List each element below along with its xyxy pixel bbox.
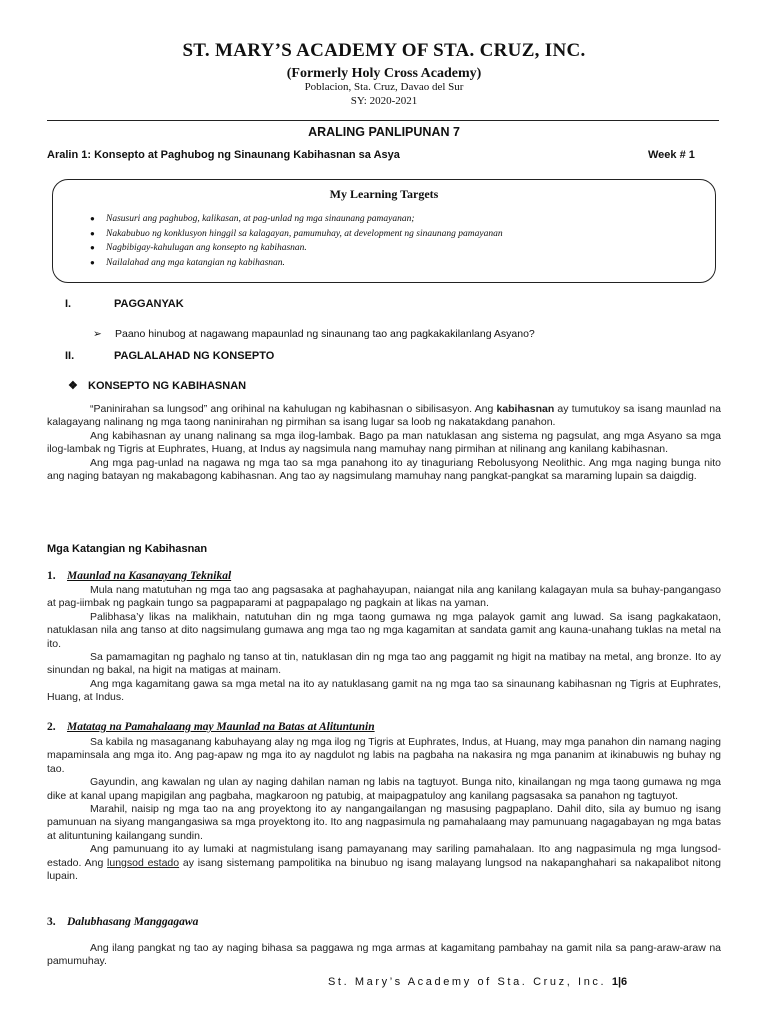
- arrow-bullet-icon: ➢: [93, 328, 102, 340]
- subject-title: ARALING PANLIPUNAN 7: [308, 125, 460, 139]
- section-number: II.: [65, 350, 75, 362]
- paragraph: Ang mga kagamitang gawa sa mga metal na ito ay natuklasang gamit na ng mga tao sa sinaunang kabihasnan ng Tigris at Euphrates, Huang, at Indus.: [47, 677, 721, 704]
- subheading-pamahalaan: 2. Matatag na Pamahalaang may Maunlad na Batas at Alituntunin: [47, 721, 375, 733]
- subheading-teknikal: 1. Maunlad na Kasanayang Teknikal: [47, 570, 232, 582]
- learning-target-item: ● Nasusuri ang paghubog, kalikasan, at pag-unlad ng mga sinaunang pamayanan;: [90, 212, 700, 227]
- footer-text: St. Mary’s Academy of Sta. Cruz, Inc.: [328, 976, 612, 988]
- paragraph: Ang ilang pangkat ng tao ay naging bihasa sa paggawa ng mga armas at kagamitang pambahay na gamit nila sa pang-araw-araw na pamumuhay.: [47, 942, 721, 968]
- learning-targets-title: My Learning Targets: [329, 187, 439, 201]
- paragraph: Sa pamamagitan ng paghalo ng tanso at tin, natuklasan din ng mga tao ang paggamit ng higit na matibay na metal, ang bronze. Ito ay sinundan ng bakal, na higit na matigas at mainam.: [47, 651, 721, 677]
- paragraph: Ang pamunuang ito ay lumaki at nagmistulang isang pamayanang may sariling pamahalaan. Ito ang nagpasimula ng mga lungsod-estado. Ang lungsod estado ay isang sistemang pampolitika na binubuo ng isang malayang lungsod na nakapanghahari sa nakapalibot nitong lupain.: [47, 843, 721, 883]
- paragraph: Ang mga pag-unlad na nagawa ng mga tao sa mga panahong ito ay tinaguriang Rebolusyong Neolithic. Ang mga naging bunga nito ang naging batayan ng makabagong kabihasnan. Ang tao ay nagsimulang mamuhay nang pangkat-pangkat sa maraming lupain sa daigdig.: [47, 456, 721, 483]
- lesson-title: Aralin 1: Konsepto at Paghubog ng Sinaunang Kabihasnan sa Asya: [47, 149, 400, 161]
- learning-target-item: ● Nailalahad ang mga katangian ng kabihasnan.: [90, 256, 700, 271]
- learning-target-item: ● Nakabubuo ng konklusyon hinggil sa kalagayan, pamumuhay, at development ng sinaunang pamayanan: [90, 227, 700, 242]
- section-title: PAGLALAHAD NG KONSEPTO: [114, 350, 275, 362]
- concept-paragraphs: [47, 403, 721, 483]
- paragraph: “Paninirahan sa lungsod” ang orihinal na kahulugan ng kabihasnan o sibilisasyon. Ang kabihasnan ay tumutukoy sa isang maunlad na kalagayang nalinang ng mga taong naninirahan ng pirmihan sa isang lugar sa loob ng nakatakdang panahon.: [47, 403, 721, 429]
- page-footer: [328, 976, 627, 988]
- subheading-manggagawa: 3. Dalubhasang Manggagawa: [47, 916, 199, 928]
- bullet-icon: ●: [90, 243, 95, 252]
- paragraph: Marahil, naisip ng mga tao na ang proyektong ito ay nangangailangan ng masusing pagpaplano. Dahil dito, sila ay bumuo ng isang pamunuan na siyang mangangasiwa sa mga proyektong ito. Ito ang nagpasimula ng pamahalaang may pamunuang nagagabayan ng mga batas at alituntuning kailangang sundin.: [47, 803, 721, 842]
- school-name: ST. MARY’S ACADEMY OF STA. CRUZ, INC.: [182, 40, 586, 61]
- week-label: Week # 1: [648, 149, 695, 161]
- section-title: PAGGANYAK: [114, 298, 184, 310]
- learning-target-item: ● Nagbibigay-kahulugan ang konsepto ng kabihasnan.: [90, 241, 700, 256]
- paragraph: Gayundin, ang kawalan ng ulan ay naging dahilan naman ng labis na tagtuyot. Bunga nito, kinailangan ng mga taong gumawa ng mga dike at kanal upang mapigilan ang pagbaha, magkaroon ng patubig, at maipagpatuloy ang kanilang pagsasaka sa panahon ng tagtuyot.: [47, 776, 721, 802]
- page-number: 1|6: [611, 976, 628, 988]
- paragraph: Palibhasa’y likas na malikhain, natutuhan din ng mga taong gumawa ng mga palayok gamit ang luwad. Sa isang pagkakataon, natuklasan nila ang tanso at dito nagsimulang gumawa ang mga tao ng mga kagamitan at sandata gamit ang kauna-unahang tuklas na metal na ito.: [47, 610, 721, 650]
- paragraph: Ang kabihasnan ay unang nalinang sa mga ilog-lambak. Bago pa man natuklasan ang sistema ng pagsulat, ang mga Asyano sa mga ilog-lambak ng Tigris at Euphrates, Huang, at Indus ay nagsimula nang mamuhay nang pirmihan at nilinang ang kanilang kabihasnan.: [47, 429, 721, 456]
- katangian-heading: Mga Katangian ng Kabihasnan: [47, 543, 208, 555]
- motivation-question: ➢ Paano hinubog at nagawang mapaunlad ng sinaunang tao ang pagkakakilanlang Asyano?: [93, 328, 535, 340]
- bullet-icon: ●: [90, 228, 95, 238]
- teknikal-paragraphs: [47, 584, 721, 705]
- header-divider: [47, 120, 719, 121]
- learning-targets-list: [90, 212, 700, 270]
- bullet-icon: ●: [90, 257, 95, 267]
- formerly-name: (Formerly Holy Cross Academy): [286, 66, 482, 81]
- diamond-bullet-icon: ❖: [68, 380, 78, 392]
- pamahalaan-paragraphs: [47, 736, 721, 883]
- section-number: I.: [65, 298, 72, 310]
- paragraph: Sa kabila ng masaganang kabuhayang alay ng mga ilog ng Tigris at Euphrates, Indus, at Huang, may mga panahon din namang naging mapaminsala ang mga ito. Ang pag-apaw ng mga ito ay nagdulot ng labis na pagbaha na nakasira ng mga pananim at ikinabuwis ng buhay ng tao.: [47, 736, 722, 775]
- concept-heading: ❖ KONSEPTO NG KABIHASNAN: [68, 380, 247, 392]
- paragraph: Mula nang matutuhan ng mga tao ang pagsasaka at paghahayupan, naiangat nila ang kanilang kalagayan mula sa buhay-pangangaso at pag-iimbak ng pagkain tungo sa pagpaparami at pagpapalago ng pagkain at likas na yaman.: [47, 584, 721, 610]
- school-year: SY: 2020-2021: [350, 95, 418, 107]
- manggagawa-paragraphs: [47, 942, 721, 969]
- school-address: Poblacion, Sta. Cruz, Davao del Sur: [304, 81, 464, 93]
- bullet-icon: ●: [90, 214, 95, 223]
